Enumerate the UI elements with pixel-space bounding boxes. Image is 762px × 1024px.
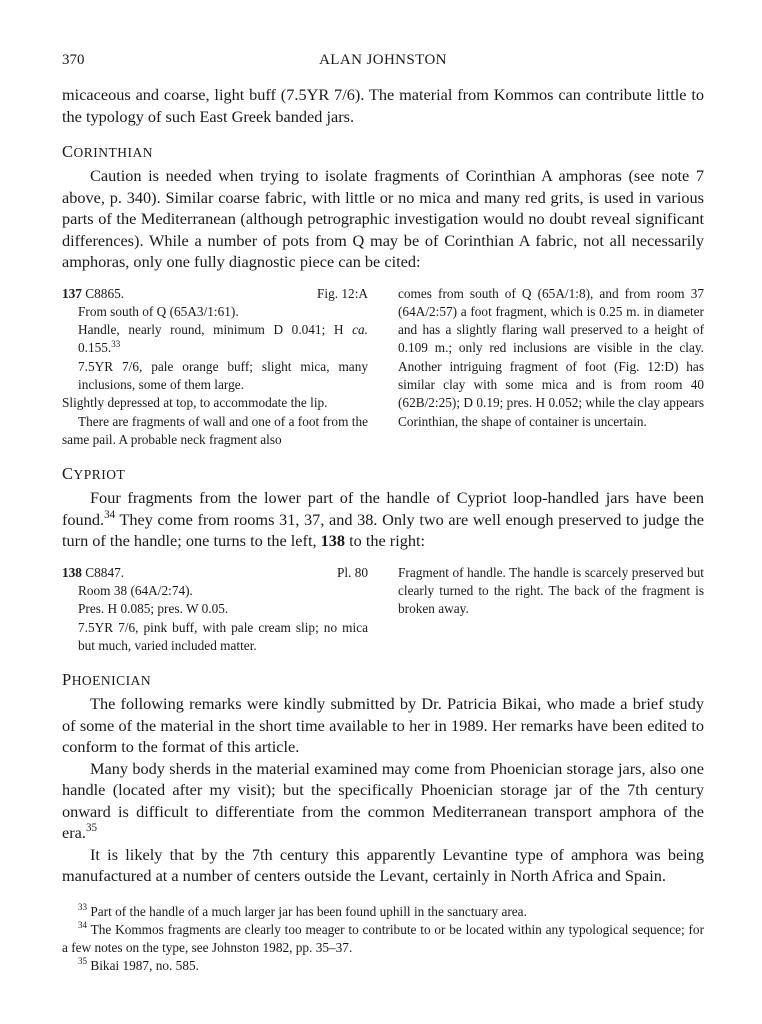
catalog-entry-138-right [398,564,704,655]
catalog-entry-137-header [62,285,368,303]
entry-fabric: 7.5YR 7/6, pink buff, with pale cream slip; no mica but much, varied included matter. [78,619,368,653]
entry-description-1: Slightly depressed at top, to accommodate the lip. [62,395,328,411]
footnote-35: $^{35}$ Bikai 1987, no. 585. [78,956,199,974]
running-head: ALAN JOHNSTON [319,52,447,68]
footnote-ref-33: 33 [111,338,121,349]
phoenician-paragraph-3: It is likely that by the 7th century this apparently Levantine type of amphora was being manufactured at a number of centers outside the Levant, certainly in North Africa and Spain. [62,844,704,886]
page-header [62,52,704,72]
entry-number: 138 [62,564,82,580]
section-heading-phoenician: PHOENICIAN [62,670,152,690]
catalog-number: C8847. [85,564,125,580]
entry-description-2: There are fragments of wall and one of a foot from the same pail. A probable neck fragment also [62,413,368,447]
footnotes [62,903,704,976]
page-number: 370 [62,52,85,68]
corinthian-paragraph: Caution is needed when trying to isolate fragments of Corinthian A amphoras (see note 7 above, p. 340). Similar coarse fabric, with little or no mica and many red grits, is used in various parts of the Mediterranean (although petrographic investigation would no doubt reveal significant differences). While a number of pots from Q may be of Corinthian A fabric, not all necessarily amphoras, only one fully diagnostic piece can be cited: [62,166,704,271]
entry-provenance: From south of Q (65A3/1:61). [78,303,239,319]
catalog-entry-137 [62,285,704,450]
entry-room: Room 38 (64A/2:74). [78,582,193,598]
entry-description: Fragment of handle. The handle is scarcely preserved but clearly turned to the right. The back of the fragment is broken away. [398,564,704,617]
plate-reference: Pl. 80 [336,564,368,580]
footnote-ref-34: 34 [104,508,116,521]
entry-description-continued: comes from south of Q (65A/1:8), and from room 37 (64A/2:57) a foot fragment, which is 0.25 m. in diameter and has a slightly flaring wall preserved to a height of 0.109 m.; only red inclusions are visible in the clay. Another intriguing fragment of foot (Fig. 12:D) has similar clay with some mica and is from room 40 (62B/2:25); D 0.19; pres. H 0.052; while the clay appears Corinthian, the shape of container is uncertain. [398,285,704,429]
catalog-entry-138 [62,564,704,655]
section-heading-corinthian: CORINTHIAN [62,142,154,161]
cypriot-paragraph: Four fragments from the lower part of the handle of Cypriot loop-handled jars have been found.$^{34}$ They come from rooms 31, 37, and 38. Only two are well enough preserved to judge the turn of the handle; one turns to the left, 138 to the right: [62,488,704,551]
intro-paragraph: micaceous and coarse, light buff (7.5YR 7/6). The material from Kommos can contribute little to the typology of such East Greek banded jars. [62,85,704,126]
footnote-33: $^{33}$ Part of the handle of a much larger jar has been found uphill in the sanctuary area. [78,901,527,919]
figure-reference: Fig. 12:A [317,285,368,301]
phoenician-paragraph-1: The following remarks were kindly submitted by Dr. Patricia Bikai, who made a brief study of some of the material in the short time available to her in 1989. Her remarks have been edited to conform to the format of this article. [62,694,704,757]
footnote-ref-35: 35 [85,822,98,835]
footnote-34: $^{34}$ The Kommos fragments are clearly too meager to contribute to or be located within any typological sequence; for a few notes on the type, see Johnston 1982, pp. 35–37. [62,920,704,956]
entry-fabric: 7.5YR 7/6, pale orange buff; slight mica, many inclusions, some of them large. [78,358,368,392]
section-heading-cypriot: CYPRIOT [62,464,126,484]
entry-dimensions: Handle, nearly round, minimum D 0.041; H ca. 0.155.33 [78,322,368,356]
article-body [62,84,704,975]
catalog-entry-138-header [62,564,368,582]
phoenician-paragraph-2: Many body sherds in the material examined may come from Phoenician storage jars, also one handle (located after my visit); but the specifically Phoenician storage jar of the 7th century onward is difficult to differentiate from the common Mediterranean transport amphora of the era.$^{35}$ [62,758,704,843]
catalog-entry-137-right [398,285,704,450]
entry-dimensions: Pres. H 0.085; pres. W 0.05. [78,601,229,617]
catalog-entry-138-left [62,564,368,655]
catalog-entry-137-left [62,285,368,450]
entry-number: 137 [62,285,82,301]
catalog-number: C8865. [85,285,125,301]
